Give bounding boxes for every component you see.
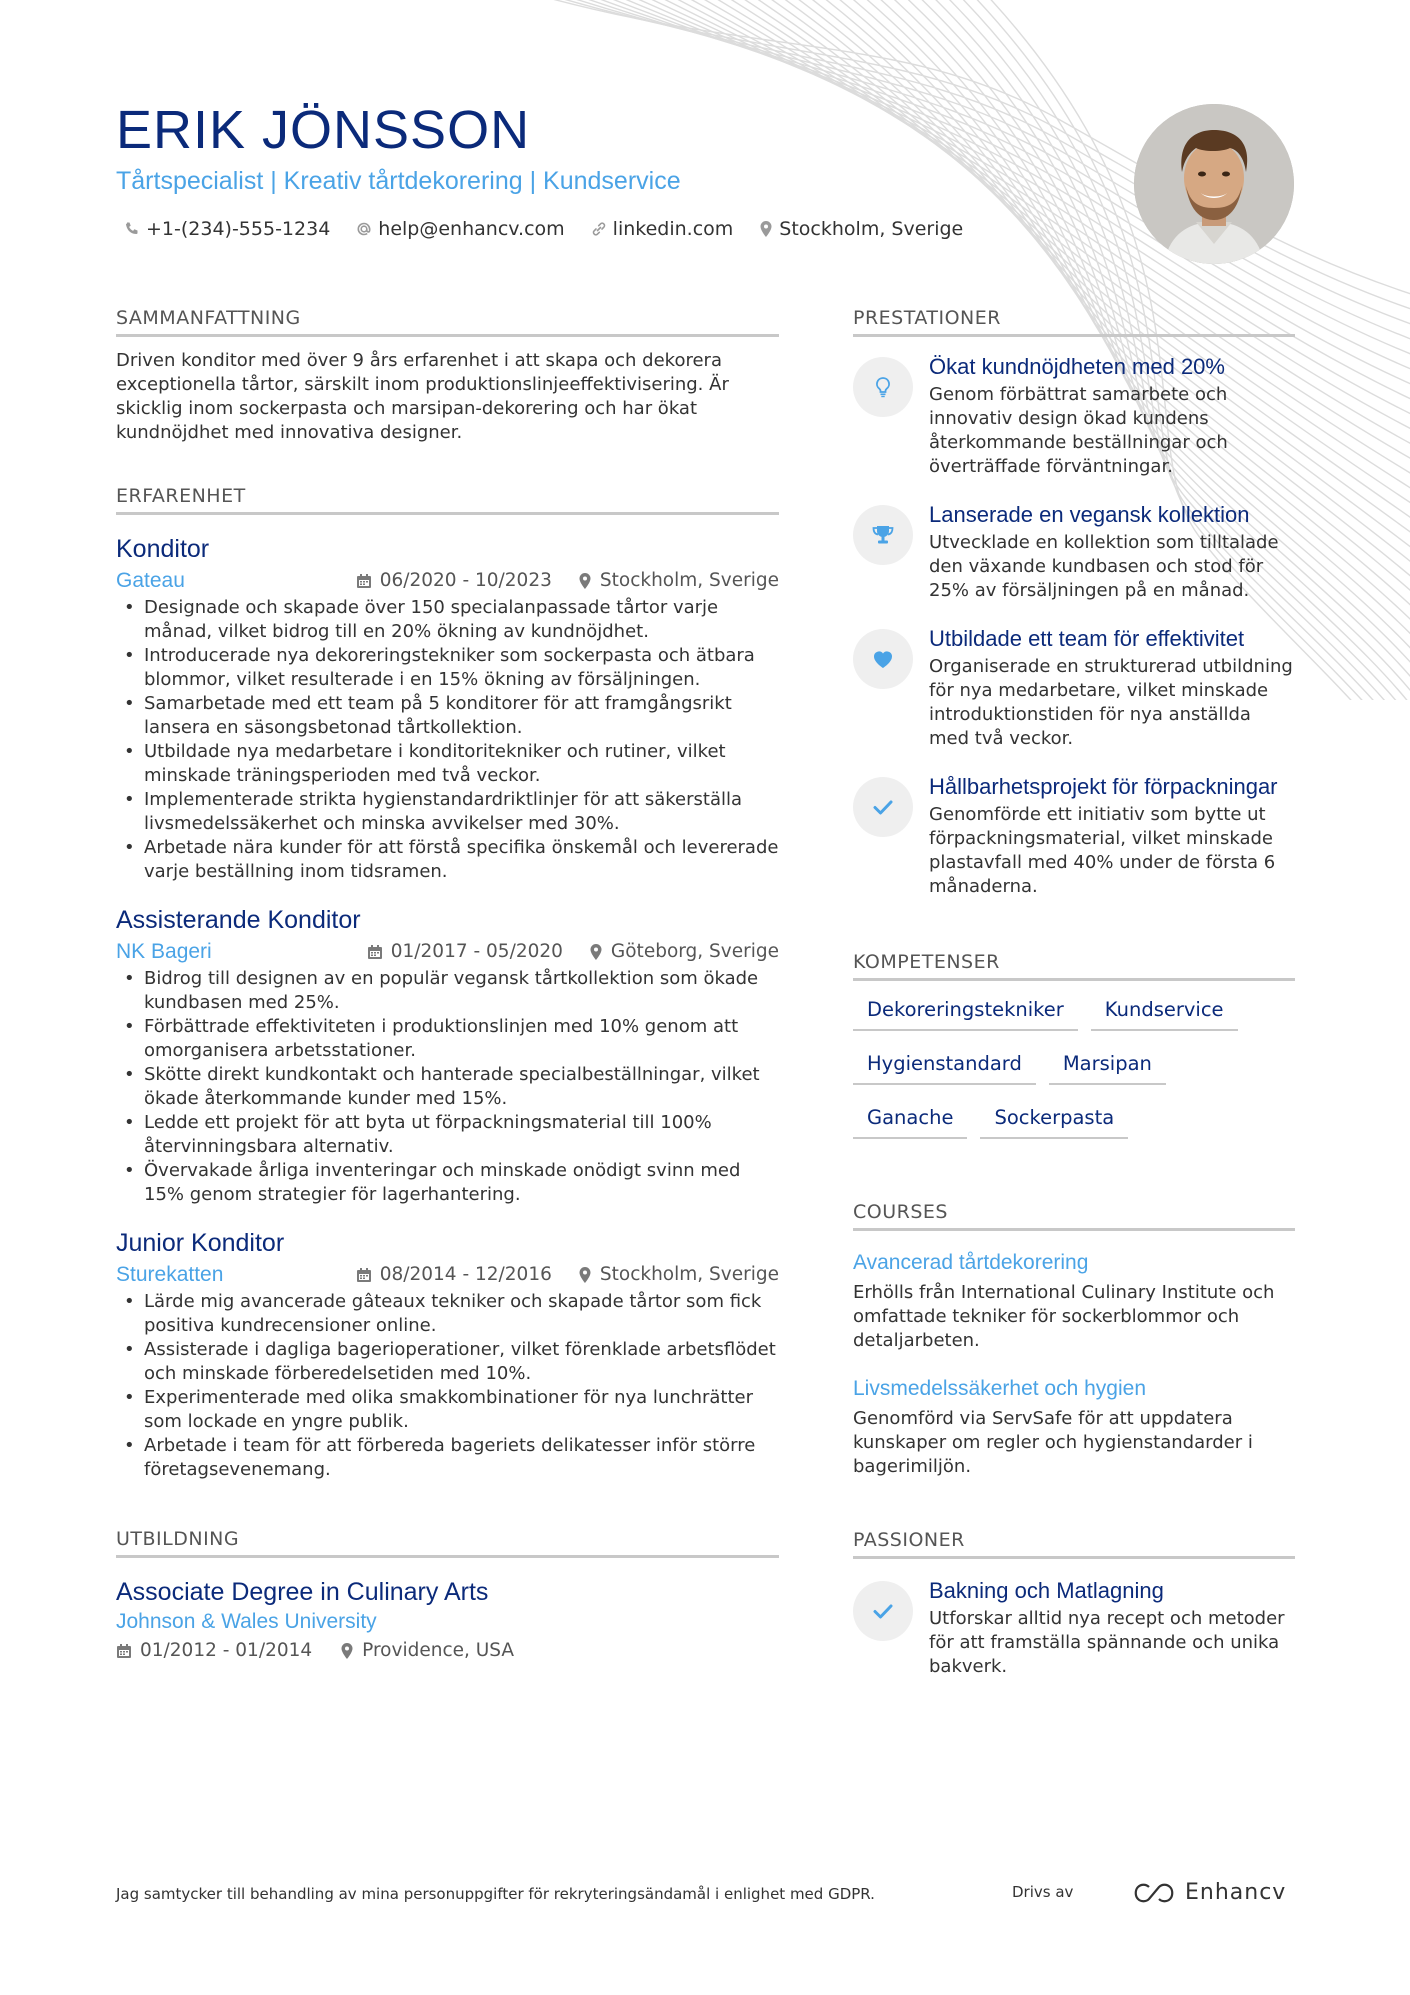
check-icon xyxy=(872,798,894,816)
job-bullet: • Ledde ett projekt för att byta ut förpackningsmaterial till 100% återvinningsbara alternativ. xyxy=(116,1111,779,1159)
job-bullet: • Skötte direkt kundkontakt och hanterade specialbeställningar, vilket ökade återkommande kunder med 15%. xyxy=(116,1063,779,1111)
course-title: Avancerad tårtdekorering xyxy=(853,1251,1089,1274)
job-bullets xyxy=(116,1290,779,1482)
job-entry xyxy=(116,533,779,884)
degree-title: Associate Degree in Culinary Arts xyxy=(116,1578,489,1606)
contact-location xyxy=(759,216,963,242)
enhancv-logo-icon xyxy=(1131,1881,1177,1905)
skills-list xyxy=(853,997,1295,1159)
location-icon xyxy=(759,220,773,238)
job-bullet: • Bidrog till designen av en populär vegansk tårtkollektion som ökade kundbasen med 25%. xyxy=(116,967,779,1015)
job-title: Konditor xyxy=(116,535,210,563)
location-icon xyxy=(340,1642,354,1660)
job-dates xyxy=(367,939,563,965)
education-location xyxy=(340,1638,514,1664)
job-meta xyxy=(116,1262,779,1288)
job-bullets xyxy=(116,596,779,884)
header xyxy=(116,100,1016,242)
achievement-item xyxy=(853,501,1295,603)
course-desc: Erhölls från International Culinary Institute och omfattade tekniker för sockerblommor och detaljarbeten. xyxy=(853,1282,1275,1351)
job-bullet: • Assisterade i dagliga bagerioperationer, vilket förenklade arbetsflödet och minskade förberedelsetiden med 10%. xyxy=(116,1338,779,1386)
job-title: Junior Konditor xyxy=(116,1229,285,1257)
powered-by: Drivs av xyxy=(1012,1883,1074,1901)
job-location-text: Stockholm, Sverige xyxy=(599,570,779,591)
contact-linkedin-text: linkedin.com xyxy=(612,218,734,240)
job-dates-text: 06/2020 - 10/2023 xyxy=(379,570,552,591)
education-dates xyxy=(116,1638,312,1664)
summary-heading: SAMMANFATTNING xyxy=(116,305,779,337)
course-desc: Genomförd via ServSafe för att uppdatera kunskaper om regler och hygienstandarder i bagerimiljön. xyxy=(853,1408,1253,1477)
achievement-icon-wrap xyxy=(853,629,913,689)
heart-icon xyxy=(871,648,895,670)
calendar-icon xyxy=(356,573,372,589)
right-column xyxy=(853,305,1295,1679)
job-title: Assisterande Konditor xyxy=(116,906,361,934)
passion-icon-wrap xyxy=(853,1581,913,1641)
job-bullets xyxy=(116,967,779,1207)
achievement-desc: Organiserade en strukturerad utbildning för nya medarbetare, vilket minskade introduktionstiden för nya anställda med två veckor. xyxy=(929,656,1293,749)
achievement-title: Lanserade en vegansk kollektion xyxy=(929,502,1250,527)
candidate-name: ERIK JÖNSSON xyxy=(116,100,531,160)
passion-title: Bakning och Matlagning xyxy=(929,1578,1164,1603)
job-location-text: Stockholm, Sverige xyxy=(599,1264,779,1285)
lightbulb-icon xyxy=(873,376,893,398)
contact-location-text: Stockholm, Sverige xyxy=(779,218,964,240)
job-bullet: • Utbildade nya medarbetare i konditoritekniker och rutiner, vilket minskade träningsperioden med två veckor. xyxy=(116,740,779,788)
job-dates xyxy=(356,568,552,594)
achievement-icon-wrap xyxy=(853,505,913,565)
job-bullet: • Lärde mig avancerade gâteaux tekniker och skapade tårtor som fick positiva kundrecensioner online. xyxy=(116,1290,779,1338)
job-bullet: • Samarbetade med ett team på 5 konditorer för att framgångsrikt lansera en säsongsbetonad tårtkollektion. xyxy=(116,692,779,740)
education-heading: UTBILDNING xyxy=(116,1526,779,1558)
job-entry xyxy=(116,904,779,1207)
calendar-icon xyxy=(367,944,383,960)
job-location-text: Göteborg, Sverige xyxy=(610,941,779,962)
location-icon xyxy=(578,1266,592,1284)
location-icon xyxy=(589,943,603,961)
achievement-title: Ökat kundnöjdheten med 20% xyxy=(929,354,1225,379)
school-name: Johnson & Wales University xyxy=(116,1610,377,1633)
contact-phone-text: +1-(234)-555-1234 xyxy=(146,218,331,240)
job-bullet: • Övervakade årliga inventeringar och minskade onödigt svinn med 15% genom strategier för lagerhantering. xyxy=(116,1159,779,1207)
job-dates-text: 08/2014 - 12/2016 xyxy=(379,1264,552,1285)
passions-heading: PASSIONER xyxy=(853,1527,1295,1559)
education-meta xyxy=(116,1638,779,1664)
job-bullet: • Experimenterade med olika smakkombinationer för nya lunchrätter som lockade en yngre publik. xyxy=(116,1386,779,1434)
location-icon xyxy=(578,572,592,590)
brand-name: Enhancv xyxy=(1185,1880,1287,1905)
contact-list xyxy=(116,216,1016,242)
achievements-heading: PRESTATIONER xyxy=(853,305,1295,337)
job-company: Sturekatten xyxy=(116,1263,224,1286)
job-dates xyxy=(356,1262,552,1288)
education-dates-text: 01/2012 - 01/2014 xyxy=(140,1640,313,1661)
job-entry xyxy=(116,1227,779,1482)
candidate-title: Tårtspecialist | Kreativ tårtdekorering | Kundservice xyxy=(116,167,681,195)
achievement-title: Hållbarhetsprojekt för förpackningar xyxy=(929,774,1278,799)
job-dates-text: 01/2017 - 05/2020 xyxy=(390,941,563,962)
job-meta xyxy=(116,939,779,965)
left-column xyxy=(116,305,779,1664)
skill-tag: Dekoreringstekniker xyxy=(853,997,1078,1031)
job-bullet: • Designade och skapade över 150 specialanpassade tårtor varje månad, vilket bidrog till en 20% ökning av kundnöjdhet. xyxy=(116,596,779,644)
check-icon xyxy=(872,1602,894,1620)
link-icon xyxy=(591,221,607,237)
job-bullet: • Introducerade nya dekoreringstekniker som sockerpasta och ätbara blommor, vilket resulterade i en 15% ökning av försäljningen. xyxy=(116,644,779,692)
contact-email-text: help@enhancv.com xyxy=(378,218,565,240)
skill-tag: Sockerpasta xyxy=(980,1105,1128,1139)
phone-icon xyxy=(124,221,140,237)
job-bullet: • Arbetade nära kunder för att förstå specifika önskemål och levererade varje beställning inom tidsramen. xyxy=(116,836,779,884)
contact-phone[interactable] xyxy=(124,216,330,242)
avatar-photo xyxy=(1134,104,1294,264)
job-location xyxy=(578,1262,779,1288)
skill-tag: Hygienstandard xyxy=(853,1051,1036,1085)
job-bullet: • Implementerade strikta hygienstandardriktlinjer för att säkerställa livsmedelssäkerhet och minska avvikelser med 30%. xyxy=(116,788,779,836)
calendar-icon xyxy=(116,1643,132,1659)
achievement-desc: Genomförde ett initiativ som bytte ut förpackningsmaterial, vilket minskade plastavfall med 40% under de första 6 månaderna. xyxy=(929,804,1276,897)
experience-heading: ERFARENHET xyxy=(116,483,779,515)
footer xyxy=(0,1880,1410,1910)
skill-tag: Marsipan xyxy=(1049,1051,1166,1085)
skill-tag: Ganache xyxy=(853,1105,967,1139)
enhancv-logo[interactable] xyxy=(1131,1880,1286,1905)
trophy-icon xyxy=(871,524,895,546)
education-location-text: Providence, USA xyxy=(362,1640,515,1661)
achievement-desc: Genom förbättrat samarbete och innovativ design ökad kundens återkommande beställningar och överträffade förväntningar. xyxy=(929,384,1228,477)
job-location xyxy=(578,568,779,594)
job-meta xyxy=(116,568,779,594)
achievement-item xyxy=(853,353,1295,479)
achievement-item xyxy=(853,773,1295,899)
course-item xyxy=(853,1375,1295,1479)
job-location xyxy=(589,939,779,965)
avatar xyxy=(1134,104,1294,264)
achievement-item xyxy=(853,625,1295,751)
at-icon xyxy=(356,221,372,237)
gdpr-consent: Jag samtycker till behandling av mina personuppgifter för rekryteringsändamål i enlighet med GDPR. xyxy=(116,1885,875,1903)
job-bullet: • Arbetade i team för att förbereda bageriets delikatesser inför större företagsevenemang. xyxy=(116,1434,779,1482)
course-title: Livsmedelssäkerhet och hygien xyxy=(853,1377,1146,1400)
courses-heading: COURSES xyxy=(853,1199,1295,1231)
summary-text: Driven konditor med över 9 års erfarenhet i att skapa och dekorera exceptionella tårtor, särskilt inom produktionslinjeeffektivisering. Är skicklig inom sockerpasta och marsipan-dekorering och har ökat kundnöjdhet med innovativa designer. xyxy=(116,350,729,443)
achievement-desc: Utvecklade en kollektion som tilltalade den växande kundbasen och stod för 25% av försäljningen på en månad. xyxy=(929,532,1279,601)
job-company: Gateau xyxy=(116,569,185,592)
passion-desc: Utforskar alltid nya recept och metoder för att framställa spännande och unika bakverk. xyxy=(929,1608,1285,1677)
education-entry xyxy=(116,1576,779,1664)
achievement-icon-wrap xyxy=(853,357,913,417)
achievement-title: Utbildade ett team för effektivitet xyxy=(929,626,1245,651)
contact-linkedin[interactable] xyxy=(591,216,734,242)
skills-heading: KOMPETENSER xyxy=(853,949,1295,981)
passion-item xyxy=(853,1577,1295,1679)
achievement-icon-wrap xyxy=(853,777,913,837)
job-company: NK Bageri xyxy=(116,940,212,963)
contact-email[interactable] xyxy=(356,216,564,242)
skill-tag: Kundservice xyxy=(1091,997,1238,1031)
calendar-icon xyxy=(356,1267,372,1283)
job-bullet: • Förbättrade effektiviteten i produktionslinjen med 10% genom att omorganisera arbetsstationer. xyxy=(116,1015,779,1063)
course-item xyxy=(853,1249,1295,1353)
